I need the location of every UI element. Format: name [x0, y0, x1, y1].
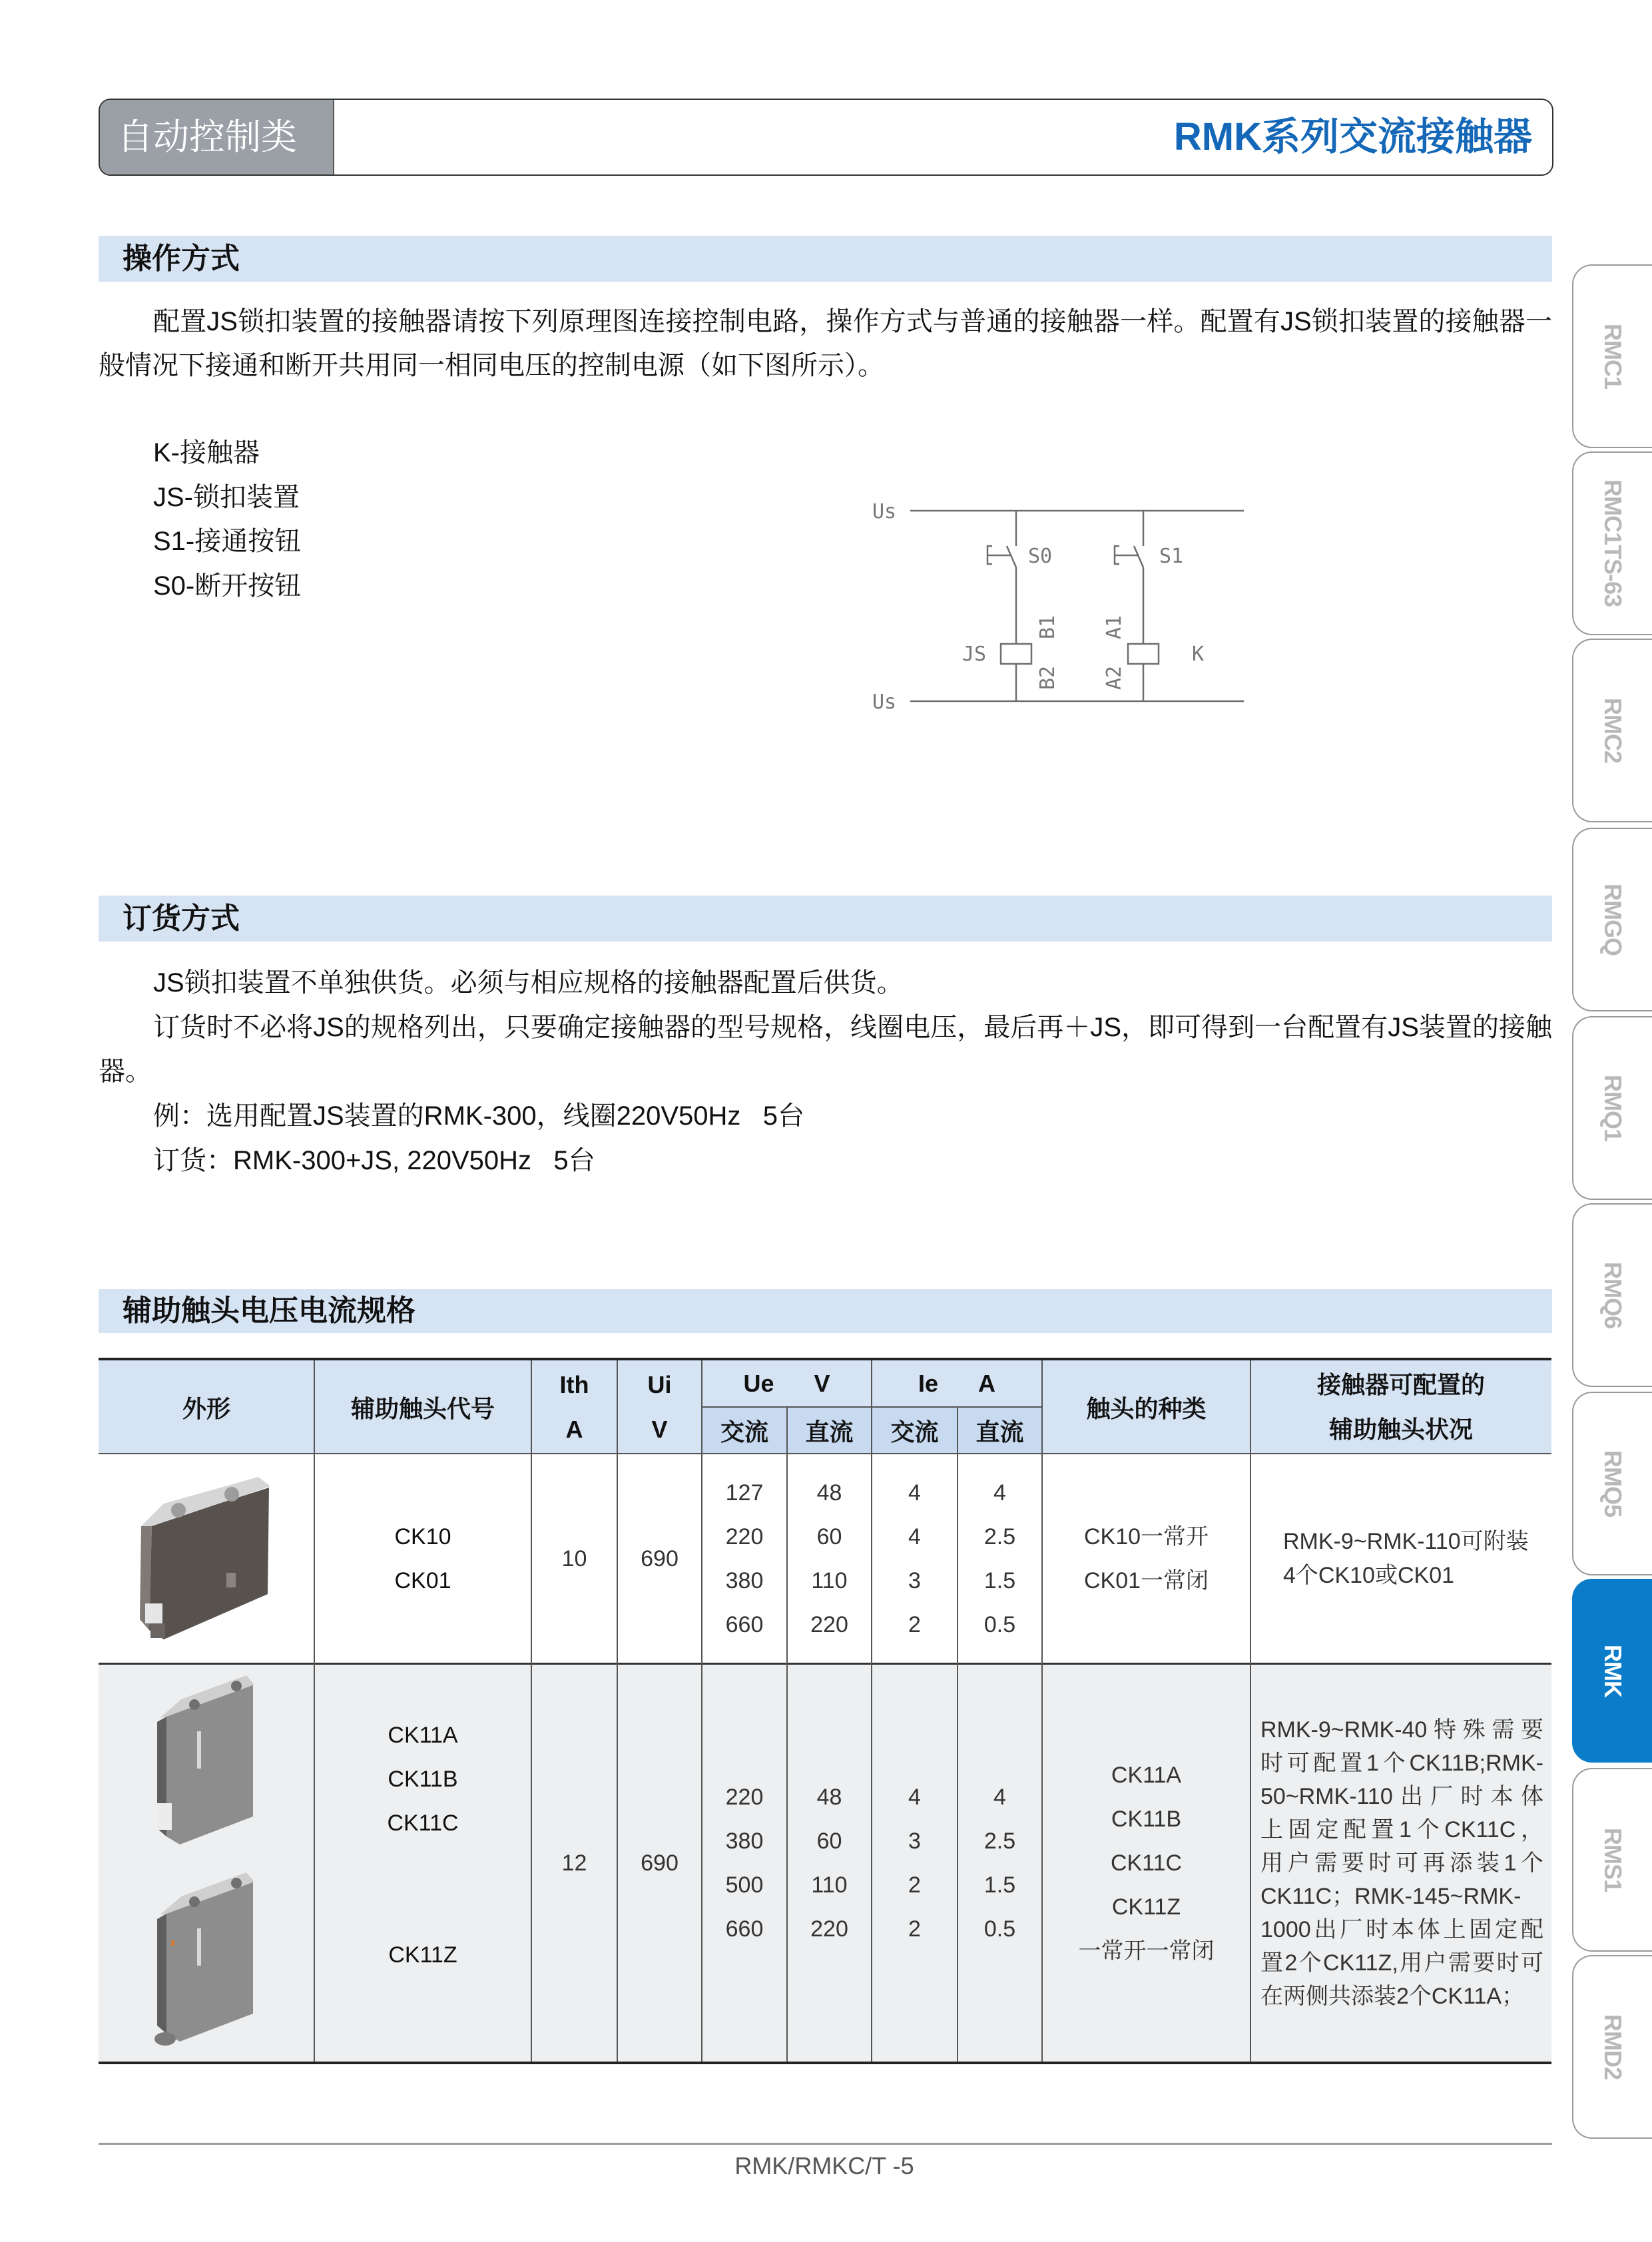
legend-item: S1-接通按钮 — [153, 527, 302, 557]
header-ie-dc — [958, 1408, 1042, 1453]
ie-dc-value: 0.5 — [983, 1916, 1016, 1942]
ie-ac-value: 4 — [908, 1524, 921, 1549]
operation-paragraph — [99, 300, 1552, 388]
side-tab-label: RMC2 — [1599, 697, 1627, 763]
ie-ac-value: 4 — [908, 1480, 921, 1506]
ie-ac-value: 3 — [908, 1567, 921, 1593]
config-line: CK11C；RMK-145~RMK- — [1260, 1884, 1521, 1909]
table-row-2-ie-ac — [872, 1665, 958, 2062]
ue-ac-value: 220 — [725, 1785, 764, 1810]
side-tab-label: RMK — [1599, 1644, 1627, 1697]
contact-code: CK11B — [388, 1767, 458, 1792]
paragraph-text: 配置JS锁扣装置的接触器请按下列原理图连接控制电路，操作方式与普通的接触器一样。配置有JS锁扣装置的接触器一般情况下接通和断开共用同一相同电压的控制电源（如下图所示）。 — [99, 307, 1552, 380]
header-text: 辅助触头状况 — [1328, 1416, 1473, 1443]
legend-item: S0-断开按钮 — [153, 571, 302, 601]
ue-ac-value: 380 — [725, 1567, 764, 1593]
label-a1: A1 — [1103, 615, 1126, 639]
table-row-1-ue-dc — [787, 1454, 872, 1663]
ck11-contact-block-images — [140, 1670, 273, 2056]
header-text: 触头的种类 — [1086, 1394, 1207, 1422]
label-s1: S1 — [1159, 545, 1184, 568]
ue-dc-value: 110 — [811, 1872, 848, 1898]
table-bottom-rule — [99, 2062, 1551, 2064]
header-ie-ac — [872, 1408, 958, 1453]
side-tab-rmc2[interactable] — [1572, 639, 1652, 822]
header-ue-ac — [702, 1408, 787, 1453]
header-ith — [531, 1360, 617, 1454]
table-row-1-ith — [531, 1454, 617, 1663]
header-ue-dc — [787, 1408, 872, 1453]
ie-ac-value: 4 — [908, 1785, 921, 1810]
config-line: 50~RMK-110出厂时本体 — [1260, 1784, 1543, 1809]
ordering-order-code: 订货：RMK-300+JS, 220V50Hz 5台 — [153, 1145, 595, 1175]
ue-ac-value: 127 — [725, 1480, 764, 1506]
contact-type-value: CK11A — [1111, 1763, 1182, 1788]
header-text: 辅助触头代号 — [350, 1394, 495, 1422]
table-row-1-ie-dc — [958, 1454, 1042, 1663]
ue-ac-value: 660 — [725, 1916, 764, 1942]
ie-dc-value: 1.5 — [983, 1567, 1016, 1593]
side-tab-label: RMQ6 — [1599, 1261, 1627, 1328]
header-unit: A — [565, 1416, 583, 1443]
section-title: 订货方式 — [123, 902, 240, 935]
table-row-2-ie-dc — [958, 1665, 1042, 2062]
ue-ac-value: 220 — [725, 1524, 764, 1549]
ie-ac-value: 2 — [908, 1872, 921, 1898]
header-text: 直流 — [975, 1418, 1024, 1446]
page-number: RMK/RMKC/T -5 — [734, 2152, 914, 2179]
side-tab-rmgq[interactable] — [1572, 828, 1652, 1011]
switch-blade-s1 — [1134, 546, 1143, 567]
contact-type-value: CK11C — [1110, 1850, 1183, 1876]
label-b2: B2 — [1036, 665, 1059, 690]
ie-dc-value: 0.5 — [983, 1611, 1016, 1637]
ue-ac-value: 380 — [725, 1828, 764, 1854]
legend-item: JS-锁扣装置 — [153, 482, 300, 512]
config-line: RMK-9~RMK-110可附装 — [1283, 1528, 1529, 1554]
contact-code: CK11Z — [388, 1942, 457, 1968]
section-header-ordering — [99, 896, 1552, 942]
table-row-2-ue-dc — [787, 1665, 872, 2062]
header-ie — [872, 1360, 1042, 1406]
table-row-1-ui — [617, 1454, 702, 1663]
ordering-line: JS锁扣装置不单独供货。必须与相应规格的接触器配置后供货。 — [153, 968, 904, 997]
ue-dc-value: 220 — [810, 1916, 848, 1942]
section-title: 操作方式 — [123, 242, 240, 275]
header-text: Ith — [559, 1371, 589, 1398]
switch-blade-s0 — [1007, 546, 1016, 567]
side-tab-rmc1[interactable] — [1572, 264, 1652, 448]
side-tab-rmd2[interactable] — [1572, 1955, 1652, 2139]
ue-ac-value: 660 — [725, 1611, 764, 1637]
table-row-2-ue-ac — [702, 1665, 787, 2062]
contact-type-value: CK11Z — [1111, 1894, 1181, 1920]
category-label: 自动控制类 — [100, 100, 334, 174]
control-circuit-diagram — [859, 486, 1258, 726]
table-row-2-config — [1250, 1665, 1551, 2062]
config-line: 置2个CK11Z,用户需要时可 — [1260, 1950, 1543, 1976]
header-appearance — [99, 1360, 314, 1454]
label-k: K — [1192, 643, 1205, 666]
ui-value: 690 — [641, 1545, 679, 1571]
config-line: 1000出厂时本体上固定配 — [1260, 1917, 1543, 1942]
header-contact-type — [1042, 1360, 1250, 1454]
header-text: 直流 — [805, 1418, 854, 1446]
label-b1: B1 — [1036, 615, 1059, 639]
table-row-2-ui — [617, 1665, 702, 2062]
ue-dc-value: 60 — [816, 1828, 842, 1854]
ck10-contact-block-image — [127, 1473, 286, 1645]
table-row-1-ue-ac — [702, 1454, 787, 1663]
side-tab-label: RMS1 — [1599, 1827, 1627, 1892]
coil-js — [1001, 644, 1031, 664]
ie-dc-value: 4 — [993, 1480, 1006, 1506]
contact-type-value: 一常开一常闭 — [1078, 1938, 1215, 1964]
label-js: JS — [962, 643, 987, 666]
ordering-example: 例：选用配置JS装置的RMK-300，线圈220V50Hz 5台 — [153, 1101, 805, 1131]
ie-dc-value: 2.5 — [983, 1828, 1016, 1854]
header-ue — [702, 1360, 872, 1406]
page-title: RMK系列交流接触器 — [1173, 115, 1532, 158]
header-unit: A — [978, 1369, 996, 1397]
label-us-bottom: Us — [872, 691, 897, 714]
ui-value: 690 — [641, 1850, 679, 1876]
header-text: 交流 — [720, 1418, 768, 1446]
contact-type-value: CK11B — [1111, 1807, 1182, 1832]
table-row-2-image — [99, 1665, 314, 2062]
config-line: 上固定配置1个CK11C， — [1260, 1817, 1543, 1842]
symbol-legend — [153, 431, 301, 609]
label-s0: S0 — [1028, 545, 1053, 568]
header-text: Ue — [743, 1369, 774, 1397]
contact-code: CK10 — [394, 1524, 451, 1549]
config-line: RMK-9~RMK-40特殊需要 — [1260, 1717, 1543, 1743]
coil-k — [1128, 644, 1159, 664]
header-text: 接触器可配置的 — [1316, 1371, 1485, 1398]
ue-dc-value: 60 — [816, 1524, 842, 1549]
side-tab-label: RMC1 — [1599, 323, 1627, 389]
aux-contact-spec-table — [99, 1358, 1551, 2065]
section-title: 辅助触头电压电流规格 — [123, 1294, 415, 1327]
table-row-1-ie-ac — [872, 1454, 958, 1663]
table-row-2-ith — [531, 1665, 617, 2062]
header-config — [1250, 1360, 1551, 1454]
ue-dc-value: 48 — [816, 1480, 842, 1506]
header-text: Ui — [647, 1371, 672, 1398]
contact-code: CK11A — [388, 1723, 458, 1748]
ck11a-block-image — [157, 1675, 254, 1844]
side-tab-rmk[interactable] — [1572, 1579, 1652, 1763]
table-row-1-image — [99, 1454, 314, 1663]
table-row-2-contact-type — [1042, 1665, 1250, 2062]
header-text: 外形 — [182, 1394, 230, 1422]
contact-type-value: CK10一常开 — [1083, 1524, 1209, 1549]
side-tab-rmc1ts-63[interactable] — [1572, 451, 1652, 635]
ie-dc-value: 4 — [993, 1785, 1006, 1810]
ue-ac-value: 500 — [725, 1872, 764, 1898]
side-tab-rmq6[interactable] — [1572, 1203, 1652, 1387]
ue-dc-value: 110 — [811, 1567, 848, 1593]
config-line: 在两侧共添装2个CK11A； — [1260, 1984, 1525, 2009]
section-header-operation — [99, 236, 1552, 282]
contact-code: CK01 — [394, 1567, 451, 1593]
ordering-text — [99, 961, 1552, 1183]
label-a2: A2 — [1103, 665, 1126, 690]
ie-ac-value: 2 — [908, 1916, 921, 1942]
side-tab-rms1[interactable] — [1572, 1768, 1652, 1952]
legend-item: K-接触器 — [153, 438, 260, 467]
config-line: 4个CK10或CK01 — [1283, 1562, 1455, 1588]
side-tab-rmq5[interactable] — [1572, 1392, 1652, 1575]
header-unit: V — [651, 1416, 668, 1443]
contact-code: CK11C — [387, 1811, 459, 1836]
ie-dc-value: 1.5 — [983, 1872, 1016, 1898]
header-text: 交流 — [890, 1418, 939, 1446]
side-tab-label: RMC1TS-63 — [1599, 479, 1627, 607]
header-code — [314, 1360, 531, 1454]
ue-dc-value: 220 — [810, 1611, 848, 1637]
header-unit: V — [814, 1369, 830, 1397]
table-row-1-config — [1250, 1454, 1551, 1663]
config-line: 用户需要时可再添装1个 — [1260, 1850, 1543, 1876]
ue-dc-value: 48 — [816, 1785, 842, 1810]
table-row-1-codes — [314, 1454, 531, 1663]
side-tab-rmq1[interactable] — [1572, 1016, 1652, 1200]
ith-value: 12 — [561, 1850, 587, 1876]
contact-type-value: CK01一常闭 — [1083, 1567, 1209, 1593]
side-tab-label: RMQ1 — [1599, 1074, 1627, 1141]
table-row-1-contact-type — [1042, 1454, 1250, 1663]
ie-ac-value: 3 — [908, 1828, 921, 1854]
header-text: Ie — [918, 1369, 939, 1397]
ie-ac-value: 2 — [908, 1611, 921, 1637]
page-header — [99, 99, 1553, 176]
side-tab-label: RMD2 — [1599, 2014, 1627, 2080]
config-line: 时可配置1个CK11B;RMK- — [1260, 1751, 1543, 1776]
table-row-2-codes — [314, 1665, 531, 2062]
ie-dc-value: 2.5 — [983, 1524, 1016, 1549]
footer-divider — [99, 2143, 1552, 2145]
ordering-line: 订货时不必将JS的规格列出，只要确定接触器的型号规格，线圈电压，最后再＋JS，即可得到一台配置有JS装置的接触器。 — [99, 1012, 1552, 1087]
ith-value: 10 — [561, 1545, 587, 1571]
header-ui — [617, 1360, 702, 1454]
ck11z-block-image — [154, 1872, 254, 2046]
label-us-top: Us — [872, 500, 897, 523]
side-tab-label: RMQ5 — [1599, 1450, 1627, 1517]
section-header-aux-contacts — [99, 1289, 1552, 1333]
side-tab-label: RMGQ — [1599, 884, 1627, 956]
